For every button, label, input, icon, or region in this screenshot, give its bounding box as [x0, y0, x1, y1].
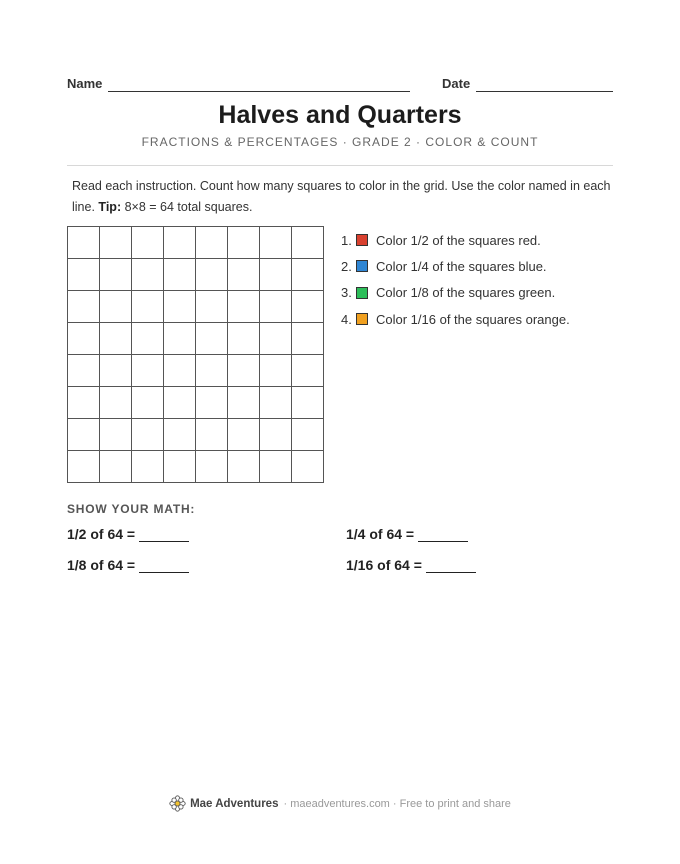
grid-cell[interactable]	[292, 323, 324, 355]
grid-cell[interactable]	[196, 291, 228, 323]
answer-blank[interactable]	[139, 560, 189, 573]
grid-cell[interactable]	[68, 291, 100, 323]
grid-cell[interactable]	[196, 323, 228, 355]
grid-cell[interactable]	[100, 451, 132, 483]
grid-cell[interactable]	[228, 259, 260, 291]
task-text: Color 1/2 of the squares red.	[376, 232, 541, 248]
grid-cell[interactable]	[228, 291, 260, 323]
grid-cell[interactable]	[292, 451, 324, 483]
grid-cell[interactable]	[196, 451, 228, 483]
page-subtitle: FRACTIONS & PERCENTAGES · GRADE 2 · COLOR & COUNT	[141, 135, 539, 149]
grid-cell[interactable]	[132, 387, 164, 419]
answer-blank[interactable]	[418, 529, 468, 542]
grid-cell[interactable]	[132, 227, 164, 259]
coloring-grid[interactable]	[67, 226, 324, 483]
tip-text: 8×8 = 64 total squares.	[124, 200, 253, 214]
color-swatch	[356, 260, 368, 272]
task-number: 2.	[341, 258, 352, 274]
grid-cell[interactable]	[260, 387, 292, 419]
name-date-header	[67, 74, 613, 94]
grid-cell[interactable]	[196, 419, 228, 451]
grid-cell[interactable]	[132, 419, 164, 451]
grid-cell[interactable]	[292, 419, 324, 451]
tip-label: Tip:	[98, 200, 122, 214]
footer	[0, 795, 680, 812]
equation-label: 1/4 of 64 =	[346, 526, 415, 542]
grid-cell[interactable]	[228, 355, 260, 387]
grid-cell[interactable]	[164, 259, 196, 291]
grid-cell[interactable]	[228, 451, 260, 483]
task-number: 3.	[341, 285, 352, 301]
equation-label: 1/8 of 64 =	[67, 557, 136, 573]
task-number: 4.	[341, 311, 352, 327]
grid-cell[interactable]	[292, 227, 324, 259]
divider	[67, 165, 613, 166]
grid-cell[interactable]	[132, 291, 164, 323]
task-item	[341, 253, 570, 279]
math-equation	[346, 557, 476, 573]
grid-cell[interactable]	[260, 323, 292, 355]
grid-cell[interactable]	[196, 259, 228, 291]
page-title: Halves and Quarters	[218, 101, 462, 129]
grid-cell[interactable]	[68, 259, 100, 291]
grid-cell[interactable]	[100, 259, 132, 291]
date-field[interactable]	[476, 91, 613, 92]
grid-cell[interactable]	[228, 323, 260, 355]
color-swatch	[356, 287, 368, 299]
grid-cell[interactable]	[196, 387, 228, 419]
grid-cell[interactable]	[132, 451, 164, 483]
math-equation	[346, 526, 468, 542]
grid-cell[interactable]	[100, 323, 132, 355]
grid-cell[interactable]	[292, 259, 324, 291]
math-heading: SHOW YOUR MATH:	[67, 502, 196, 516]
grid-cell[interactable]	[196, 355, 228, 387]
grid-cell[interactable]	[292, 355, 324, 387]
name-field[interactable]	[108, 91, 410, 92]
grid-cell[interactable]	[132, 259, 164, 291]
grid-cell[interactable]	[196, 227, 228, 259]
grid-cell[interactable]	[228, 227, 260, 259]
task-text: Color 1/16 of the squares orange.	[376, 311, 570, 327]
grid-cell[interactable]	[260, 259, 292, 291]
equation-label: 1/16 of 64 =	[346, 557, 422, 573]
grid-cell[interactable]	[164, 387, 196, 419]
grid-cell[interactable]	[260, 291, 292, 323]
grid-cell[interactable]	[292, 387, 324, 419]
task-number: 1.	[341, 232, 352, 248]
grid-cell[interactable]	[68, 323, 100, 355]
grid-cell[interactable]	[100, 227, 132, 259]
grid-cell[interactable]	[100, 419, 132, 451]
grid-cell[interactable]	[164, 451, 196, 483]
answer-blank[interactable]	[426, 560, 476, 573]
task-item	[341, 227, 570, 253]
equation-label: 1/2 of 64 =	[67, 526, 136, 542]
grid-cell[interactable]	[164, 323, 196, 355]
grid-cell[interactable]	[68, 387, 100, 419]
grid-cell[interactable]	[132, 323, 164, 355]
grid-cell[interactable]	[100, 387, 132, 419]
math-equation	[67, 557, 189, 573]
color-swatch	[356, 234, 368, 246]
grid-cell[interactable]	[68, 227, 100, 259]
task-text: Color 1/4 of the squares blue.	[376, 258, 547, 274]
grid-cell[interactable]	[132, 355, 164, 387]
grid-cell[interactable]	[100, 355, 132, 387]
grid-cell[interactable]	[292, 291, 324, 323]
grid-cell[interactable]	[260, 451, 292, 483]
name-label: Name	[67, 76, 103, 91]
math-equation	[67, 526, 189, 542]
instructions-text: Read each instruction. Count how many squares to color in the grid. Use the color named in each line.	[72, 179, 611, 214]
grid-cell[interactable]	[164, 355, 196, 387]
instructions	[72, 176, 612, 218]
grid-cell[interactable]	[164, 227, 196, 259]
grid-cell[interactable]	[164, 291, 196, 323]
grid-cell[interactable]	[68, 355, 100, 387]
grid-cell[interactable]	[228, 419, 260, 451]
color-swatch	[356, 313, 368, 325]
footer-text: · maeadventures.com · Free to print and share	[283, 797, 511, 810]
task-list	[341, 227, 570, 332]
grid-cell[interactable]	[68, 419, 100, 451]
answer-blank[interactable]	[139, 529, 189, 542]
grid-cell[interactable]	[100, 291, 132, 323]
grid-cell[interactable]	[164, 419, 196, 451]
date-label: Date	[442, 76, 471, 91]
grid-cell[interactable]	[68, 451, 100, 483]
grid-cell[interactable]	[260, 355, 292, 387]
task-text: Color 1/8 of the squares green.	[376, 285, 556, 301]
task-item	[341, 306, 570, 332]
grid-cell[interactable]	[260, 227, 292, 259]
grid-cell[interactable]	[260, 419, 292, 451]
task-item	[341, 280, 570, 306]
grid-cell[interactable]	[228, 387, 260, 419]
footer-brand: Mae Adventures	[190, 797, 279, 810]
flower-icon	[169, 795, 186, 812]
